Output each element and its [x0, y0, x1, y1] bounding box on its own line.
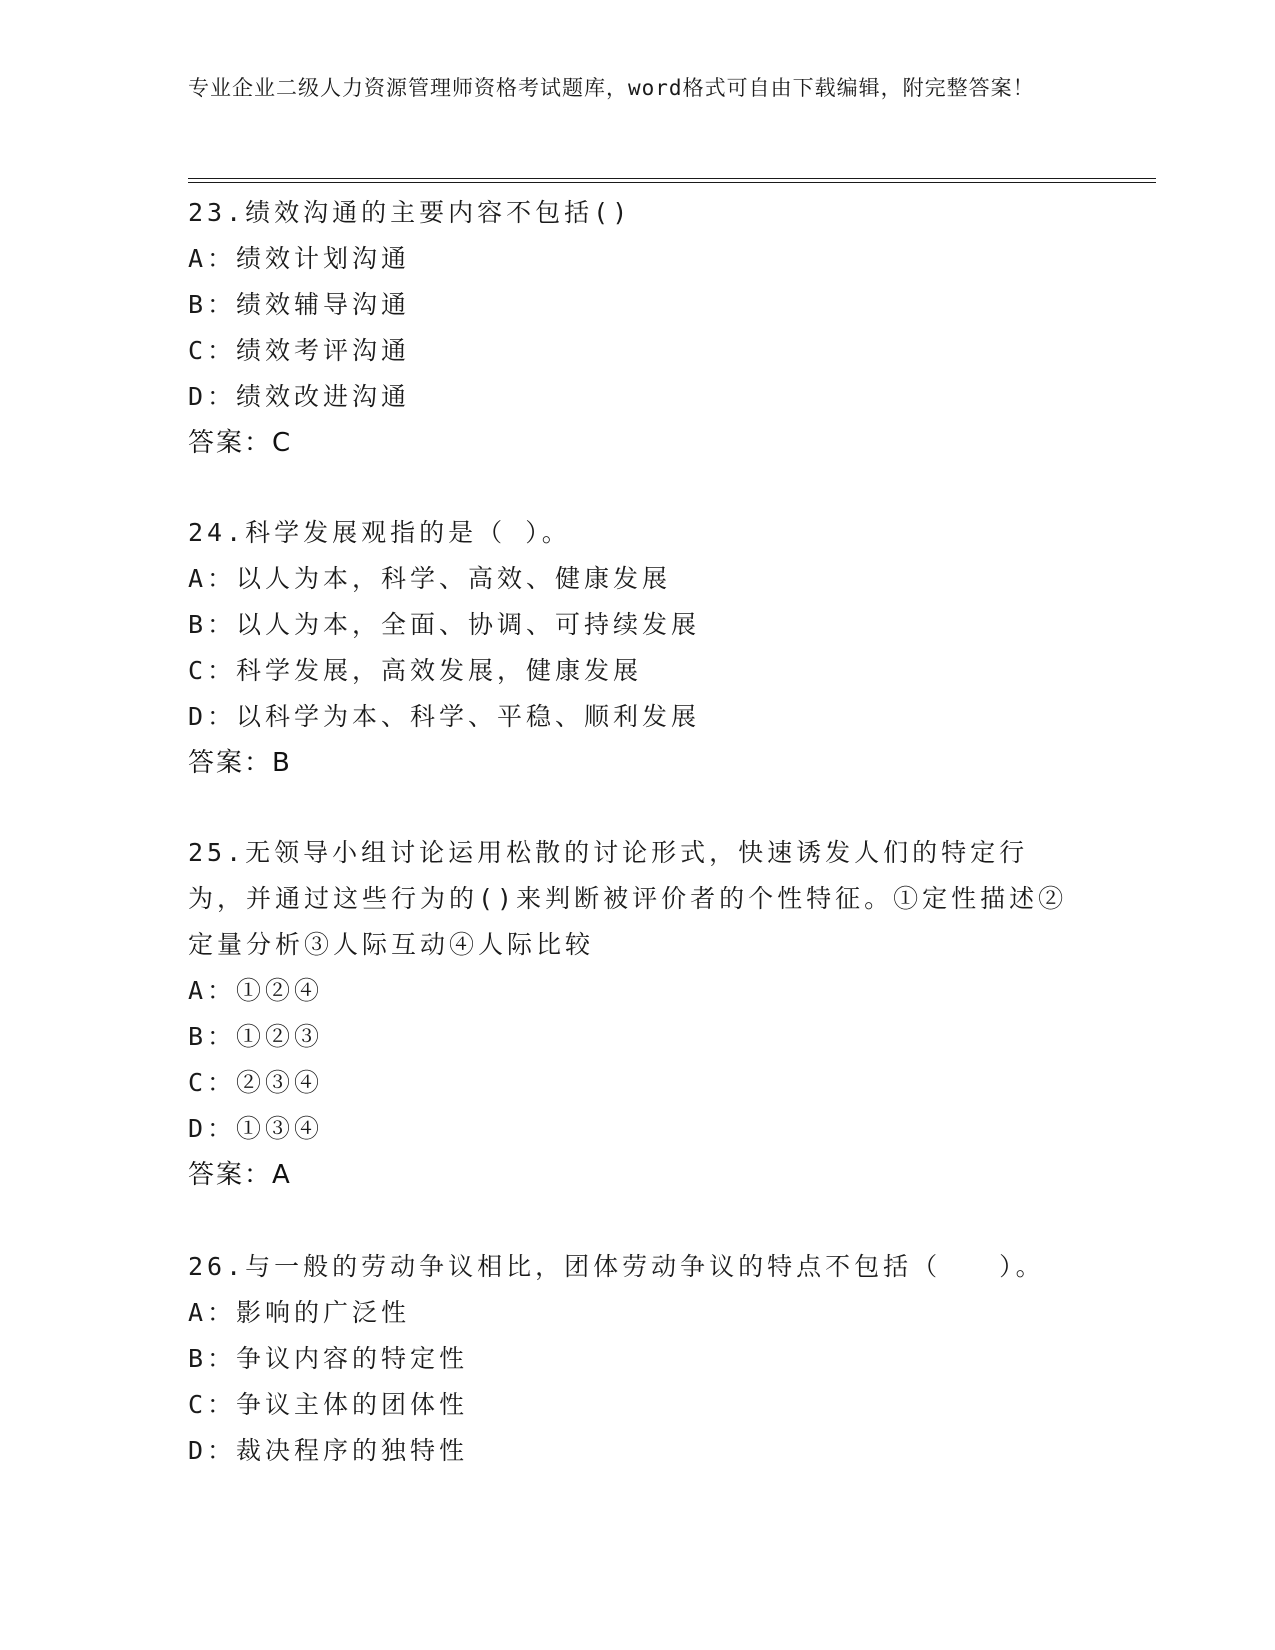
option-b: B：以人为本，全面、协调、可持续发展	[188, 610, 701, 639]
header-divider-bottom	[188, 182, 1156, 183]
option-a: A：①②④	[188, 976, 324, 1005]
option-a: A：绩效计划沟通	[188, 244, 411, 273]
question-25	[188, 830, 1088, 1198]
question-23	[188, 190, 1088, 466]
option-c: C：②③④	[188, 1068, 324, 1097]
option-d: D：以科学为本、科学、平稳、顺利发展	[188, 702, 701, 731]
option-a: A：影响的广泛性	[188, 1298, 411, 1327]
option-b: B：争议内容的特定性	[188, 1344, 469, 1373]
option-b: B：①②③	[188, 1022, 324, 1051]
option-c: C：争议主体的团体性	[188, 1390, 469, 1419]
question-stem: 25.无领导小组讨论运用松散的讨论形式，快速诱发人们的特定行为，并通过这些行为的()来判断被评价者的个性特征。①定性描述②定量分析③人际互动④人际比较	[188, 838, 1068, 959]
question-stem: 23.绩效沟通的主要内容不包括()	[188, 198, 632, 227]
option-b: B：绩效辅导沟通	[188, 290, 411, 319]
option-d: D：绩效改进沟通	[188, 382, 411, 411]
answer-label: 答案：A	[188, 1160, 292, 1190]
answer-label: 答案：C	[188, 428, 293, 458]
option-c: C：科学发展，高效发展，健康发展	[188, 656, 643, 685]
header-divider-top	[188, 178, 1156, 179]
option-a: A：以人为本，科学、高效、健康发展	[188, 564, 672, 593]
document-header: 专业企业二级人力资源管理师资格考试题库，word格式可自由下载编辑，附完整答案！	[188, 76, 1035, 100]
answer-label: 答案：B	[188, 748, 292, 778]
option-d: D：裁决程序的独特性	[188, 1436, 469, 1465]
option-c: C：绩效考评沟通	[188, 336, 411, 365]
question-stem: 24.科学发展观指的是（ ）。	[188, 518, 571, 547]
question-stem: 26.与一般的劳动争议相比，团体劳动争议的特点不包括（ ）。	[188, 1252, 1045, 1281]
question-26	[188, 1244, 1088, 1474]
question-24	[188, 510, 1088, 786]
option-d: D：①③④	[188, 1114, 324, 1143]
